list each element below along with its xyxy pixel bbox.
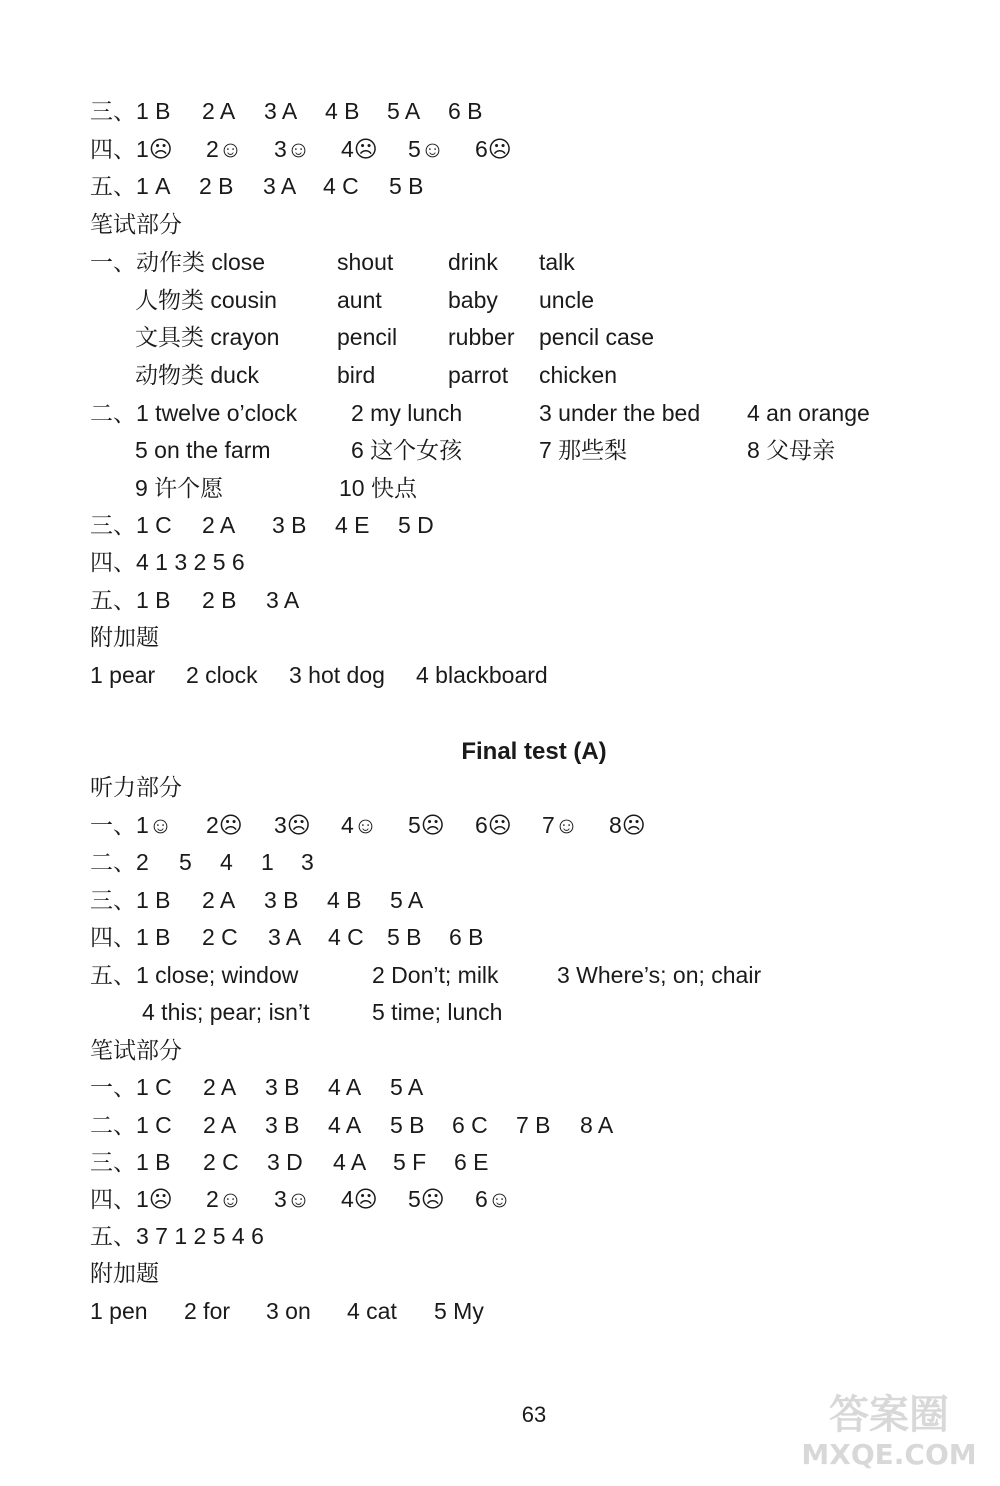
answer-item: 2 B <box>202 587 237 613</box>
answer-item: 8 父母亲 <box>747 437 836 463</box>
answer-item: 三、1 C <box>90 512 172 538</box>
answer-item: 4 cat <box>347 1298 397 1324</box>
answer-item: 3 hot dog <box>289 662 385 688</box>
answer-item: 4☺ <box>341 812 378 838</box>
answer-item: 3 Where’s; on; chair <box>557 962 762 988</box>
answer-item: 4☹ <box>341 136 378 162</box>
answer-item: 3 A <box>268 924 302 950</box>
answer-item: pencil case <box>539 324 655 350</box>
answer-item: 四、1☹ <box>90 1186 173 1212</box>
answer-item: 7 B <box>516 1112 551 1138</box>
answer-item: 四、1 B <box>90 924 171 950</box>
answer-item: 三、1 B <box>90 887 171 913</box>
answer-item: parrot <box>448 362 509 388</box>
answer-item: 4 A <box>328 1074 362 1100</box>
answer-item: 二、1 C <box>90 1112 172 1138</box>
answer-item: 5 D <box>398 512 434 538</box>
answer-item: chicken <box>539 362 617 388</box>
answer-item: 动物类 duck <box>135 362 259 388</box>
answer-item: 7☺ <box>542 812 579 838</box>
answer-item: 5 B <box>390 1112 425 1138</box>
answer-item: 2☺ <box>206 1186 243 1212</box>
answer-item: shout <box>337 249 394 275</box>
answer-item: 5 <box>179 849 192 875</box>
answer-item: 6 B <box>449 924 484 950</box>
answer-item: 5 A <box>390 887 424 913</box>
answer-item: 笔试部分 <box>90 211 182 237</box>
answer-item: 2☹ <box>206 812 243 838</box>
answer-item: 附加题 <box>90 1260 159 1286</box>
answer-item: 6☹ <box>475 136 512 162</box>
answer-item: 1 pen <box>90 1298 148 1324</box>
answer-item: 4 this; pear; isn’t <box>142 999 310 1025</box>
answer-item: 2☺ <box>206 136 243 162</box>
answer-item: 一、1 C <box>90 1074 172 1100</box>
answer-item: drink <box>448 249 498 275</box>
answer-item: 3 under the bed <box>539 400 701 426</box>
answer-item: 6☺ <box>475 1186 512 1212</box>
page-number: 63 <box>521 1402 547 1427</box>
answer-item: 人物类 cousin <box>135 287 277 313</box>
answer-item: 听力部分 <box>90 774 182 800</box>
answer-item: 2 for <box>184 1298 231 1324</box>
answer-item: 一、1☺ <box>90 812 173 838</box>
answer-item: 3☺ <box>274 1186 311 1212</box>
answer-item: 二、1 twelve o’clock <box>90 400 298 426</box>
answer-item: 7 那些梨 <box>539 437 628 463</box>
answer-item: 9 许个愿 <box>135 475 224 501</box>
answer-item: pencil <box>337 324 398 350</box>
answer-item: 2 clock <box>186 662 258 688</box>
answer-item: 五、1 B <box>90 587 171 613</box>
answer-item: 4 blackboard <box>416 662 548 688</box>
answer-item: 6 这个女孩 <box>351 437 463 463</box>
answer-item: 6☹ <box>475 812 512 838</box>
answer-item: 三、1 B <box>90 98 171 124</box>
watermark-bottom-text: MXQE.COM <box>801 1438 977 1471</box>
answer-item: 5 B <box>387 924 422 950</box>
answer-item: 5 A <box>390 1074 424 1100</box>
answer-item: 8☹ <box>609 812 646 838</box>
answer-item: 三、1 B <box>90 1149 171 1175</box>
answer-item: 2 A <box>202 98 236 124</box>
answer-item: uncle <box>539 287 594 313</box>
answer-item: 1 <box>261 849 274 875</box>
answer-item: 5☺ <box>408 136 445 162</box>
answer-item: 二、2 <box>90 849 149 875</box>
answer-item: 4 an orange <box>747 400 870 426</box>
answer-item: 3 D <box>267 1149 303 1175</box>
answer-item: 5 B <box>389 173 424 199</box>
answer-item: 3☹ <box>274 812 311 838</box>
answer-item: 五、1 A <box>90 173 171 199</box>
answer-item: 3 B <box>265 1112 300 1138</box>
answer-item: aunt <box>337 287 382 313</box>
answer-item: 2 C <box>203 1149 239 1175</box>
answer-item: 3 B <box>264 887 299 913</box>
answer-item: 一、动作类 close <box>90 249 266 275</box>
answer-item: 6 E <box>454 1149 489 1175</box>
answer-item: 5☹ <box>408 812 445 838</box>
answer-item: 4 A <box>333 1149 367 1175</box>
answer-item: 5 A <box>387 98 421 124</box>
answer-item: 5 time; lunch <box>372 999 503 1025</box>
answer-item: rubber <box>448 324 515 350</box>
answer-item: 2 C <box>202 924 238 950</box>
answer-item: 3 A <box>263 173 297 199</box>
answer-item: 4 B <box>327 887 362 913</box>
answer-item: 6 C <box>452 1112 488 1138</box>
answer-item: 3 on <box>266 1298 311 1324</box>
watermark-logo <box>797 1382 982 1472</box>
answer-item: 3 <box>301 849 314 875</box>
answer-item: 附加题 <box>90 624 159 650</box>
watermark-top-text: 答案圈 <box>829 1392 949 1438</box>
answer-item: 2 A <box>203 1112 237 1138</box>
answer-item: 3 A <box>266 587 300 613</box>
answer-item: baby <box>448 287 498 313</box>
answer-item: 3 A <box>264 98 298 124</box>
answer-item: 3☺ <box>274 136 311 162</box>
answer-item: 5 F <box>393 1149 427 1175</box>
answer-item: 2 A <box>203 1074 237 1100</box>
answer-item: 4 <box>220 849 233 875</box>
answer-item: 四、1☹ <box>90 136 173 162</box>
section-title: Final test (A) <box>461 738 607 765</box>
answer-item: 8 A <box>580 1112 614 1138</box>
answer-item: 笔试部分 <box>90 1037 182 1063</box>
answer-item: 文具类 crayon <box>135 324 280 350</box>
answer-item: 3 B <box>265 1074 300 1100</box>
answer-item: 2 A <box>202 887 236 913</box>
answer-item: 2 Don’t; milk <box>372 962 499 988</box>
answer-item: 4 E <box>335 512 370 538</box>
answer-item: 2 B <box>199 173 234 199</box>
answer-item: 4☹ <box>341 1186 378 1212</box>
answer-item: 10 快点 <box>339 475 417 501</box>
answer-item: bird <box>337 362 376 388</box>
answer-item: 4 C <box>328 924 364 950</box>
answer-item: 2 my lunch <box>351 400 463 426</box>
answer-item: 四、4 1 3 2 5 6 <box>90 549 245 575</box>
answer-item: 4 B <box>325 98 360 124</box>
answer-item: 4 C <box>323 173 359 199</box>
answer-item: 2 A <box>202 512 236 538</box>
answer-item: 3 B <box>272 512 307 538</box>
answer-item: 5 My <box>434 1298 484 1324</box>
answer-item: 五、3 7 1 2 5 4 6 <box>90 1223 264 1249</box>
answer-item: 五、1 close; window <box>90 962 299 988</box>
answer-item: 6 B <box>448 98 483 124</box>
answer-item: 5 on the farm <box>135 437 271 463</box>
answer-item: 5☹ <box>408 1186 445 1212</box>
answer-item: 4 A <box>328 1112 362 1138</box>
answer-item: 1 pear <box>90 662 156 688</box>
answer-item: talk <box>539 249 575 275</box>
